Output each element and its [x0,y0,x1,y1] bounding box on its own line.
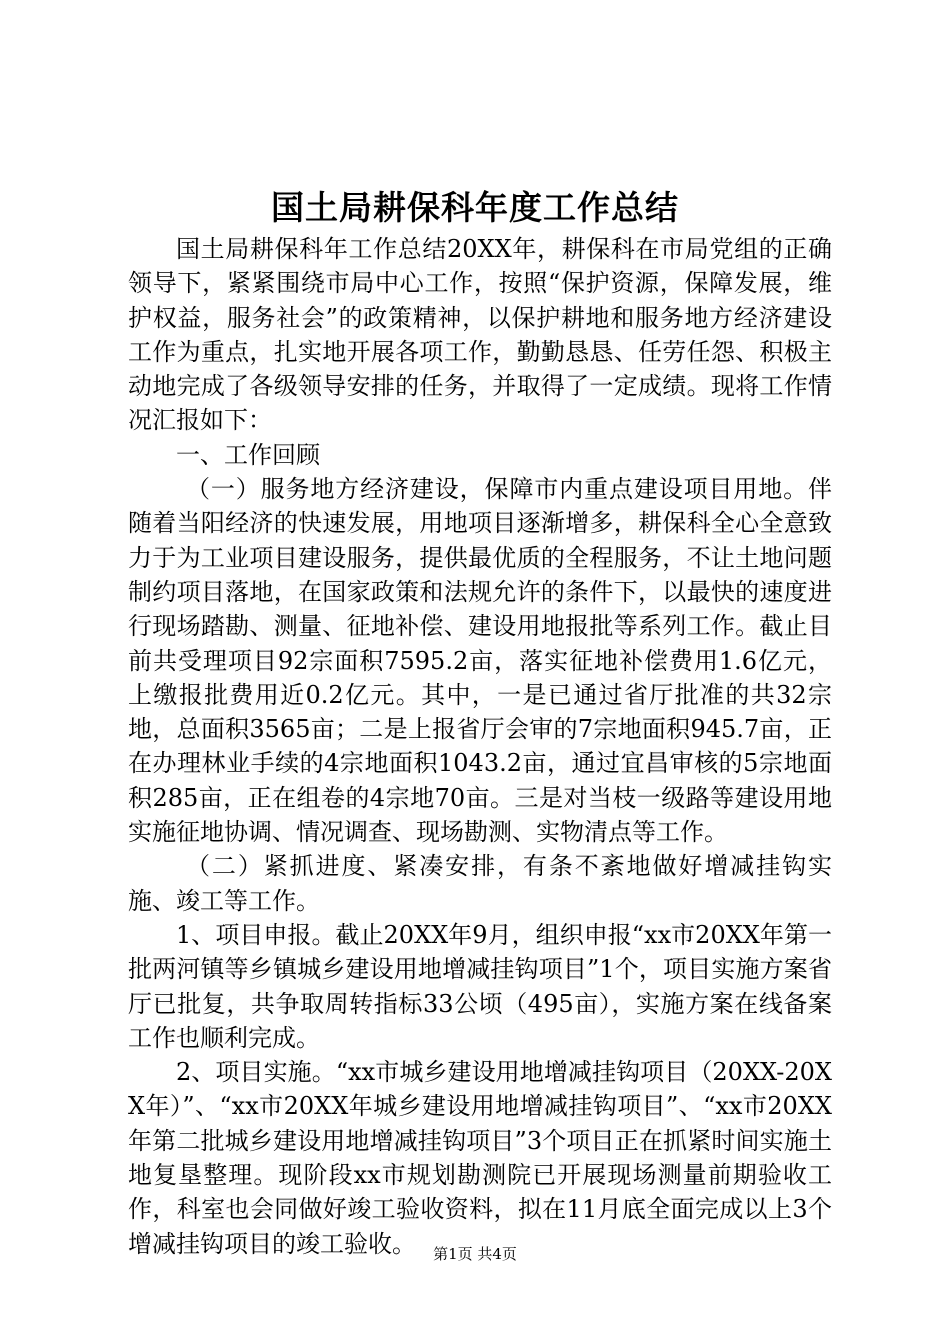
item-1-paragraph: 1、项目申报。截止20XX年9月，组织申报“xx市20XX年第一批两河镇等乡镇城乡建设用地增减挂钩项目”1个，项目实施方案省厅已批复，共争取周转指标33公顷（495亩），实施方案在线备案工作也顺利完成。 [128,920,832,1052]
subsection-2-heading: （二）紧抓进度、紧凑安排，有条不紊地做好增减挂钩实施、竣工等工作。 [128,852,832,915]
section-heading: 一、工作回顾 [176,440,320,469]
document-title: 国土局耕保科年度工作总结 [271,188,679,227]
document-body [128,232,832,1261]
intro-paragraph: 国土局耕保科年工作总结20XX年，耕保科在市局党组的正确领导下，紧紧围绕市局中心工作，按照“保护资源，保障发展，维护权益，服务社会”的政策精神，以保护耕地和服务地方经济建设工作为重点，扎实地开展各项工作，勤勤恳恳、任劳任怨、积极主动地完成了各级领导安排的任务，并取得了一定成绩。现将工作情况汇报如下： [128,235,832,435]
item-2-paragraph: 2、项目实施。“xx市城乡建设用地增减挂钩项目（20XX-20XX年）”、“xx市20XX年城乡建设用地增减挂钩项目”、“xx市20XX年第二批城乡建设用地增减挂钩项目”3个项目正在抓紧时间实施土地复垦整理。现阶段xx市规划勘测院已开展现场测量前期验收工作，科室也会同做好竣工验收资料，拟在11月底全面完成以上3个增减挂钩项目的竣工验收。 [128,1058,832,1258]
subsection-1-paragraph: （一）服务地方经济建设，保障市内重点建设项目用地。伴随着当阳经济的快速发展，用地项目逐渐增多，耕保科全心全意致力于为工业项目建设服务，提供最优质的全程服务，不让土地问题制约项目落地，在国家政策和法规允许的条件下，以最快的速度进行现场踏勘、测量、征地补偿、建设用地报批等系列工作。截止目前共受理项目92宗面积7595.2亩，落实征地补偿费用1.6亿元，上缴报批费用近0.2亿元。其中，一是已通过省厅批准的共32宗地，总面积3565亩；二是上报省厅会审的7宗地面积945.7亩，正在办理林业手续的4宗地面积1043.2亩，通过宜昌审核的5宗地面积285亩，正在组卷的4宗地70亩。三是对当枝一级路等建设用地实施征地协调、情况调查、现场勘测、实物清点等工作。 [128,475,832,847]
page-number: 第1页 共4页 [433,1245,517,1263]
